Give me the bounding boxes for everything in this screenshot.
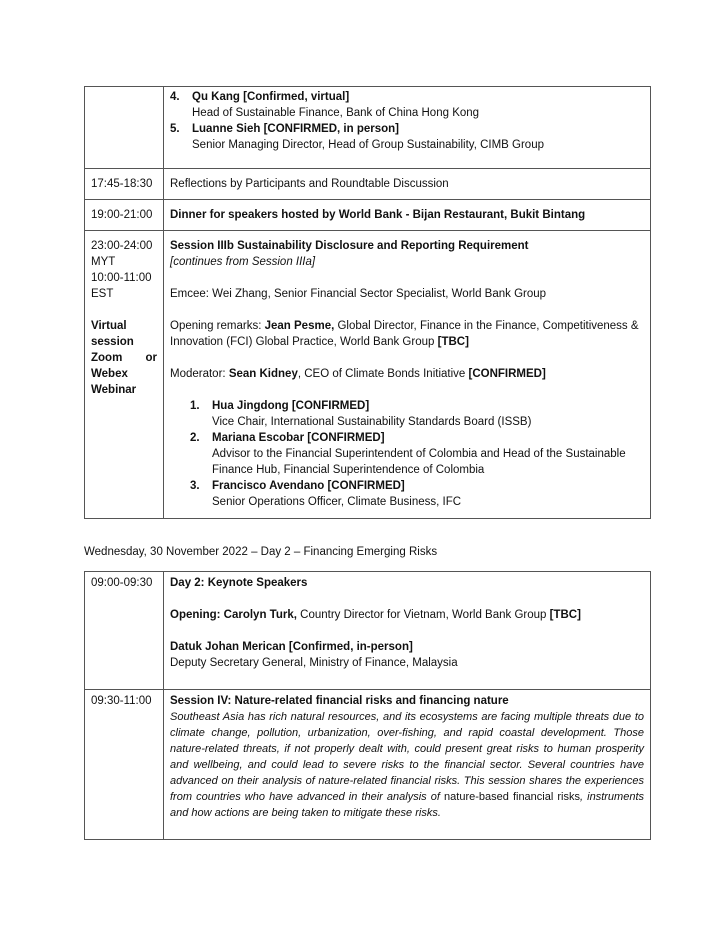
speaker-role: Head of Sustainable Finance, Bank of China Hong Kong xyxy=(192,107,480,119)
table-row xyxy=(85,690,651,840)
content-cell: Dinner for speakers hosted by World Bank - Bijan Restaurant, Bukit Bintang xyxy=(164,200,651,231)
time-cell: 17:45-18:30 xyxy=(85,169,164,200)
speaker-number: 2. xyxy=(190,432,200,444)
agenda-table-day2 xyxy=(84,571,651,840)
speaker-name: Luanne Sieh [CONFIRMED, in person] xyxy=(192,123,400,135)
time-cell: 19:00-21:00 xyxy=(85,200,164,231)
speaker-item xyxy=(170,89,644,121)
time-cell xyxy=(85,87,164,169)
virtual-label: session xyxy=(91,336,134,348)
content-cell xyxy=(164,690,651,840)
table-row xyxy=(85,200,651,231)
session-subtitle: [continues from Session IIIa] xyxy=(170,256,316,268)
time-cell: 09:30-11:00 xyxy=(85,690,164,840)
speaker-number: 5. xyxy=(170,123,180,135)
speaker-name: Mariana Escobar [CONFIRMED] xyxy=(212,432,385,444)
speaker-name: Francisco Avendano [CONFIRMED] xyxy=(212,480,405,492)
opening-remarks: Opening remarks: Jean Pesme, Global Director, Finance in the Finance, Competitiveness & Innovation (FCI) Global Practice, World Bank Group [TBC] xyxy=(170,320,639,348)
day2-heading: Wednesday, 30 November 2022 – Day 2 – Financing Emerging Risks xyxy=(84,546,438,558)
session-title: Session IIIb Sustainability Disclosure and Reporting Requirement xyxy=(170,240,529,252)
speaker-role: Advisor to the Financial Superintendent of Colombia and Head of the Sustainable Finance Hub, Financial Superintendence of Colombia xyxy=(212,448,626,476)
speaker-number: 1. xyxy=(190,400,200,412)
table-row xyxy=(85,572,651,690)
time-line: 10:00-11:00 xyxy=(91,272,152,284)
table-row xyxy=(85,231,651,519)
session-title: Day 2: Keynote Speakers xyxy=(170,577,308,589)
speaker-role: Senior Managing Director, Head of Group Sustainability, CIMB Group xyxy=(192,139,544,151)
session-description: Southeast Asia has rich natural resources, and its ecosystems are facing multiple threats due to climate change, pollution, urbanization, over-fishing, and rapid coastal development. Those nature-related threats, if not properly dealt with, could present great risks to human prosperity and wellbeing, and could lead to severe risks to the financial sector. Several countries have advanced on their analysis of nature-related financial risks. This session shares the experiences from countries who have advanced in their analysis of nature-based financial risks, instruments and how actions are being taken to mitigate these risks. xyxy=(170,711,644,819)
table-row xyxy=(85,169,651,200)
content-cell xyxy=(164,572,651,690)
speaker-item xyxy=(190,398,644,430)
time-line: 23:00-24:00 xyxy=(91,240,153,252)
session-title: Session IV: Nature-related financial risks and financing nature xyxy=(170,695,509,707)
time-line: MYT xyxy=(91,256,116,268)
speaker-number: 4. xyxy=(170,91,180,103)
opening-speaker: Opening: Carolyn Turk, Country Director for Vietnam, World Bank Group [TBC] xyxy=(170,609,581,621)
speaker-role: Deputy Secretary General, Ministry of Finance, Malaysia xyxy=(170,657,458,669)
speaker-name: Datuk Johan Merican [Confirmed, in-person] xyxy=(170,641,413,653)
speaker-role: Vice Chair, International Sustainability Standards Board (ISSB) xyxy=(212,416,532,428)
speaker-item xyxy=(190,430,644,478)
moderator: Moderator: Sean Kidney, CEO of Climate Bonds Initiative [CONFIRMED] xyxy=(170,368,546,380)
speaker-item xyxy=(170,121,644,153)
speaker-name: Qu Kang [Confirmed, virtual] xyxy=(192,91,350,103)
time-cell: 09:00-09:30 xyxy=(85,572,164,690)
time-line: EST xyxy=(91,288,114,300)
content-cell xyxy=(164,87,651,169)
platform-label: Zoom or xyxy=(91,352,157,364)
speaker-item xyxy=(190,478,644,510)
time-cell xyxy=(85,231,164,519)
speaker-number: 3. xyxy=(190,480,200,492)
virtual-label: Virtual xyxy=(91,320,127,332)
speaker-role: Senior Operations Officer, Climate Business, IFC xyxy=(212,496,462,508)
agenda-table-day1 xyxy=(84,86,651,519)
table-row xyxy=(85,87,651,169)
content-cell xyxy=(164,231,651,519)
virtual-label: Webinar xyxy=(91,384,137,396)
speaker-name: Hua Jingdong [CONFIRMED] xyxy=(212,400,370,412)
virtual-label: Webex xyxy=(91,368,128,380)
content-cell: Reflections by Participants and Roundtable Discussion xyxy=(164,169,651,200)
emcee: Emcee: Wei Zhang, Senior Financial Sector Specialist, World Bank Group xyxy=(170,288,547,300)
